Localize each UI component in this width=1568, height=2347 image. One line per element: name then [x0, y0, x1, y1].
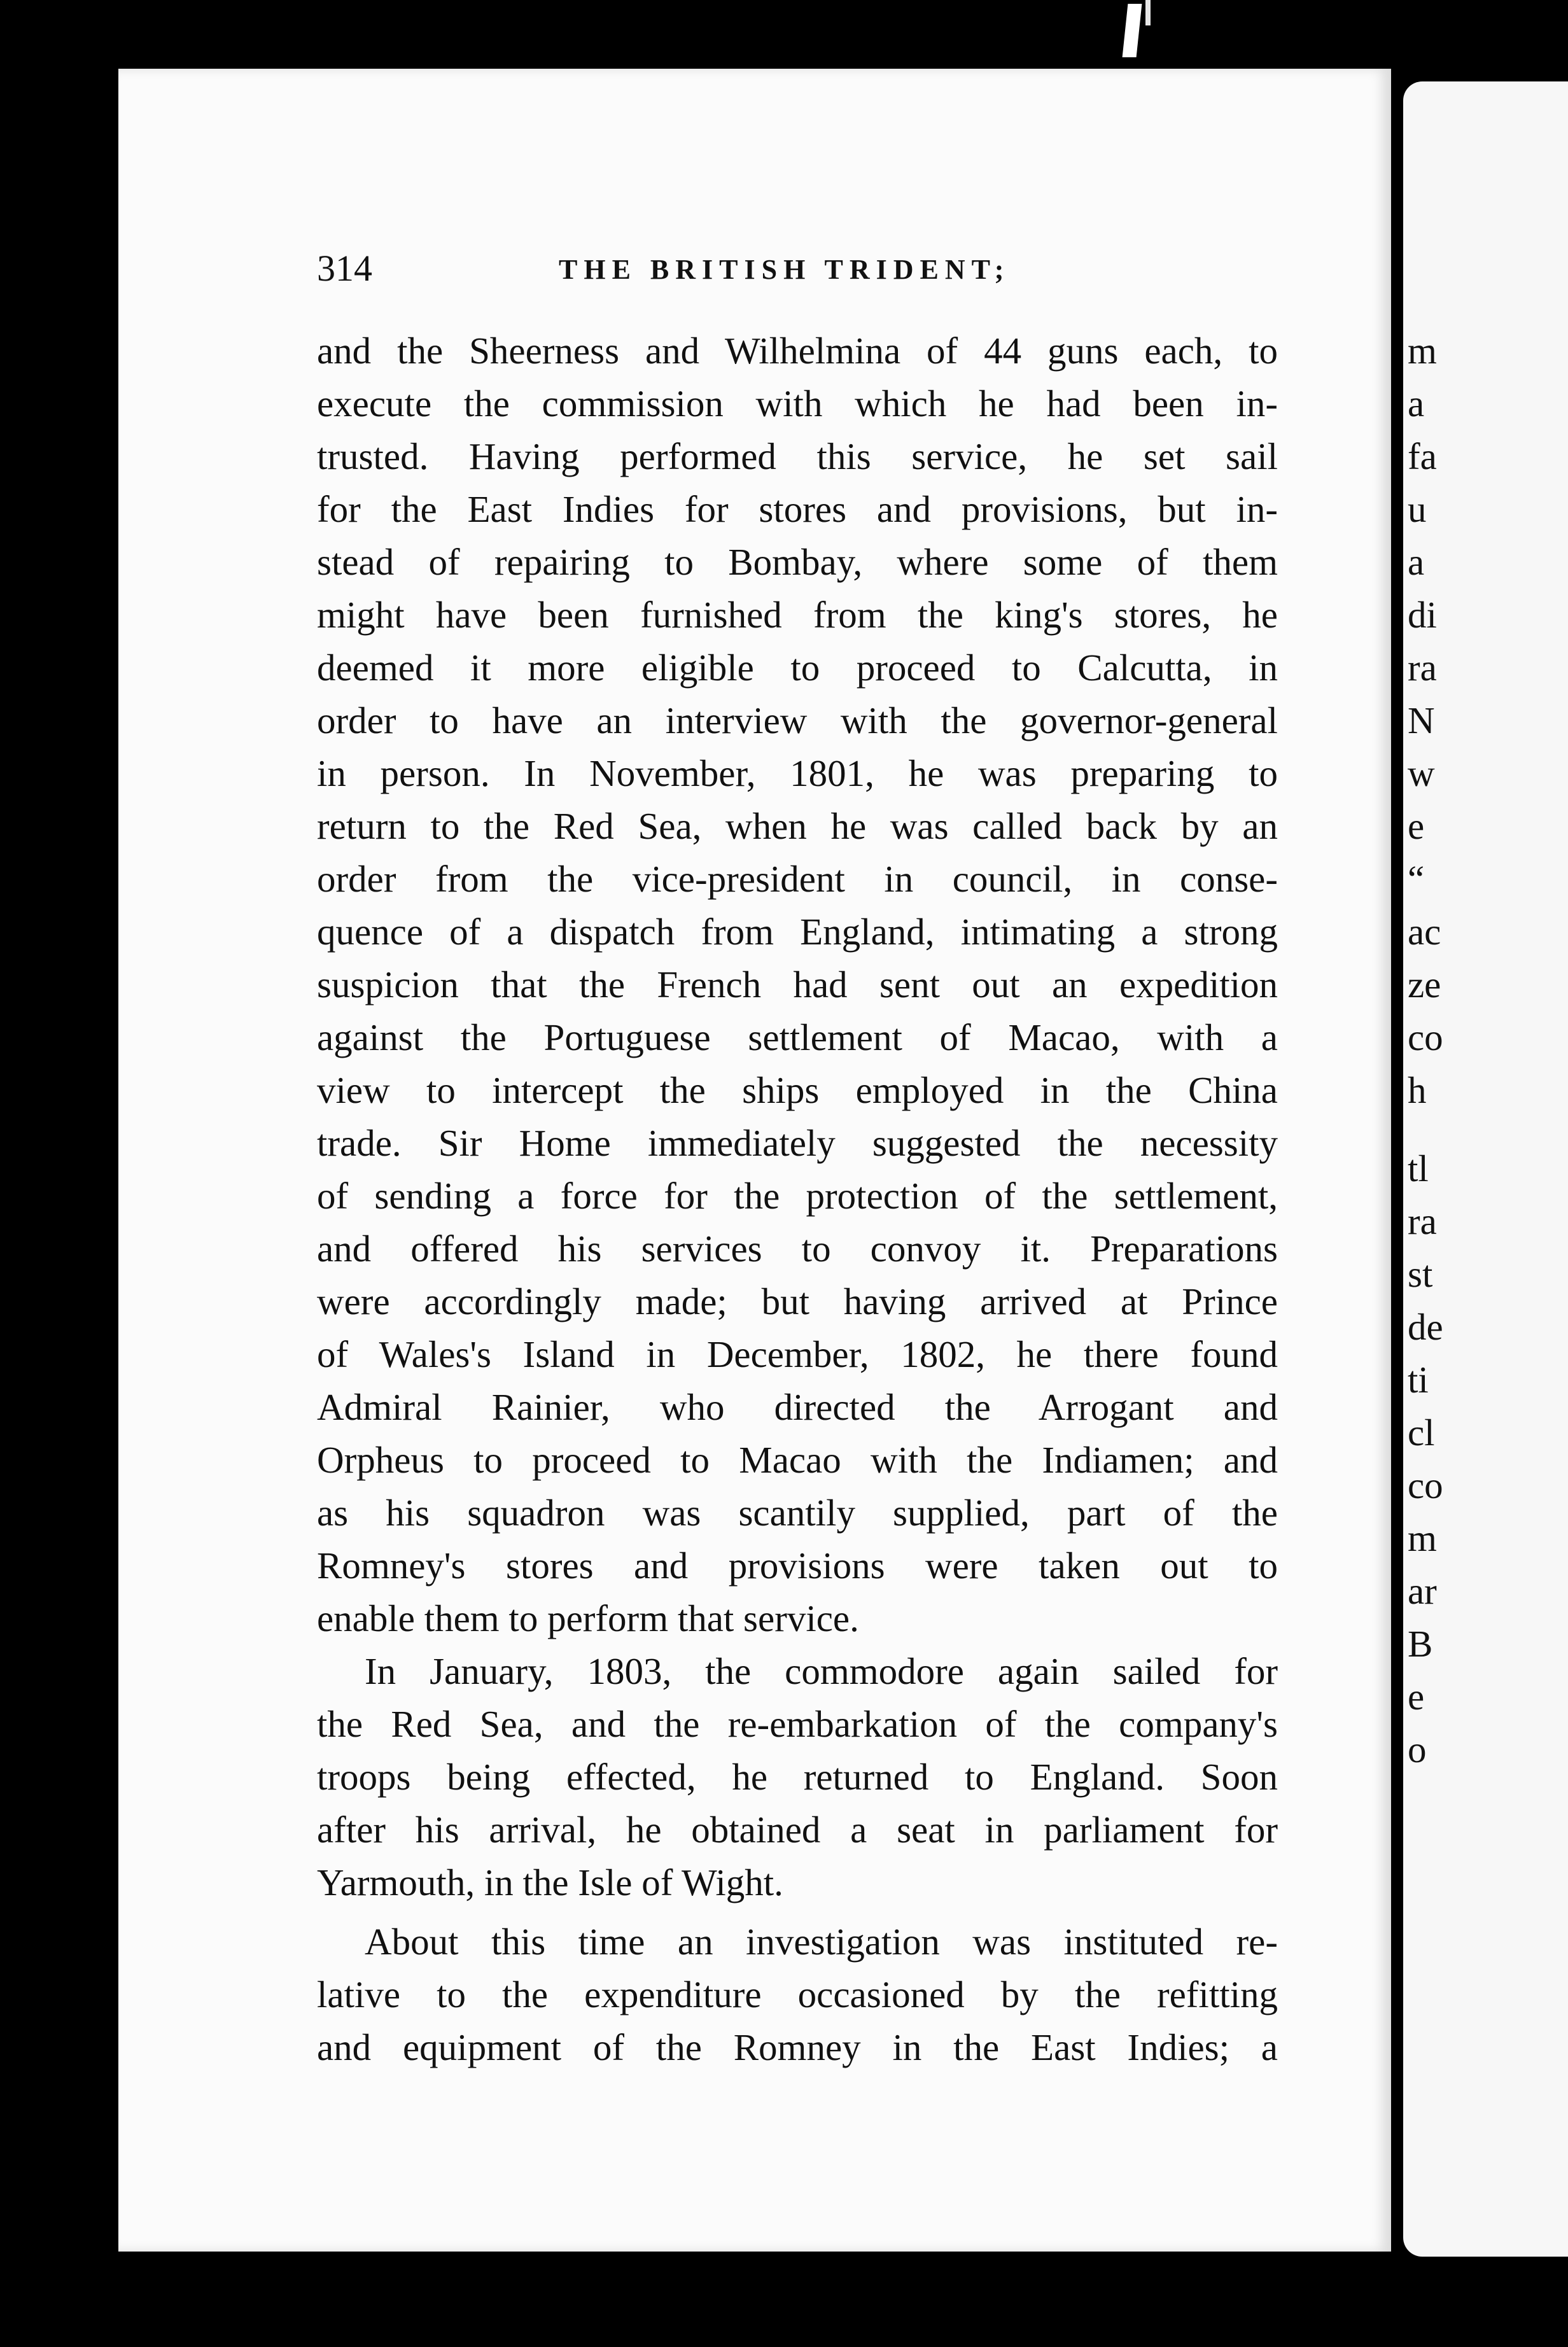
facing-fragment: a	[1408, 541, 1425, 583]
text-line: order from the vice-president in council, in conse-	[317, 858, 1278, 900]
text-line: Admiral Rainier, who directed the Arrogant and	[317, 1386, 1278, 1428]
text-line: trusted. Having performed this service, he set sail	[317, 435, 1278, 477]
text-line: of sending a force for the protection of the settlement,	[317, 1175, 1278, 1217]
text-line: enable them to perform that service.	[317, 1597, 859, 1639]
text-line: stead of repairing to Bombay, where some of them	[317, 541, 1278, 583]
facing-fragment: w	[1408, 752, 1435, 794]
text-line: and the Sheerness and Wilhelmina of 44 guns each, to	[317, 330, 1278, 372]
binding-mark	[1123, 4, 1142, 57]
running-head: THE BRITISH TRIDENT;	[559, 254, 1011, 285]
facing-fragment: a	[1408, 382, 1425, 424]
text-line: Romney's stores and provisions were taken out to	[317, 1545, 1278, 1587]
facing-fragment: u	[1408, 488, 1427, 530]
text-line: the Red Sea, and the re-embarkation of the company's	[317, 1703, 1278, 1745]
facing-fragment: o	[1408, 1728, 1427, 1770]
text-line: and equipment of the Romney in the East Indies; a	[317, 2026, 1278, 2068]
facing-fragment: de	[1408, 1306, 1443, 1348]
text-line: and offered his services to convoy it. Preparations	[317, 1228, 1278, 1270]
facing-fragment: ti	[1408, 1359, 1429, 1401]
text-line: of Wales's Island in December, 1802, he there found	[317, 1333, 1278, 1375]
facing-fragment: co	[1408, 1464, 1443, 1506]
page-header	[317, 247, 1271, 291]
facing-fragment: di	[1408, 594, 1437, 636]
facing-fragment: m	[1408, 1517, 1437, 1559]
text-line: trade. Sir Home immediately suggested the necessity	[317, 1122, 1278, 1164]
facing-fragment: tl	[1408, 1147, 1429, 1189]
facing-fragment: ze	[1408, 963, 1441, 1005]
facing-fragment: co	[1408, 1016, 1443, 1058]
facing-fragment: h	[1408, 1069, 1427, 1111]
text-line: for the East Indies for stores and provisions, but in-	[317, 488, 1278, 530]
text-line: were accordingly made; but having arrived at Prince	[317, 1280, 1278, 1322]
binding-mark-small	[1145, 0, 1151, 25]
facing-fragment: ra	[1408, 647, 1437, 689]
text-line: suspicion that the French had sent out an expedition	[317, 963, 1278, 1005]
text-line: might have been furnished from the king's stores, he	[317, 594, 1278, 636]
text-line: as his squadron was scantily supplied, part of the	[317, 1492, 1278, 1534]
facing-fragment: B	[1408, 1623, 1433, 1665]
facing-fragment: fa	[1408, 435, 1437, 477]
text-line: after his arrival, he obtained a seat in parliament for	[317, 1809, 1278, 1851]
facing-fragment: ac	[1408, 911, 1441, 953]
text-line: execute the commission with which he had been in-	[317, 382, 1278, 424]
text-line: deemed it more eligible to proceed to Calcutta, in	[317, 647, 1278, 689]
text-line: In January, 1803, the commodore again sailed for	[365, 1650, 1278, 1692]
facing-fragment: “	[1408, 858, 1425, 900]
text-line: in person. In November, 1801, he was preparing to	[317, 752, 1278, 794]
facing-fragment: m	[1408, 330, 1437, 372]
facing-fragment: ar	[1408, 1570, 1437, 1612]
text-line: About this time an investigation was instituted re-	[365, 1921, 1278, 1963]
text-line: Orpheus to proceed to Macao with the Indiamen; and	[317, 1439, 1278, 1481]
text-line: quence of a dispatch from England, intimating a strong	[317, 911, 1278, 953]
text-line: Yarmouth, in the Isle of Wight.	[317, 1861, 783, 1903]
facing-fragment: cl	[1408, 1412, 1435, 1454]
facing-fragment: st	[1408, 1253, 1433, 1295]
text-line: view to intercept the ships employed in the China	[317, 1069, 1278, 1111]
text-line: order to have an interview with the governor-general	[317, 699, 1278, 741]
page-number: 314	[317, 248, 372, 289]
text-line: return to the Red Sea, when he was called back by an	[317, 805, 1278, 847]
text-line: lative to the expenditure occasioned by the refitting	[317, 1973, 1278, 2015]
text-line: troops being effected, he returned to England. Soon	[317, 1756, 1278, 1798]
facing-fragment: ra	[1408, 1200, 1437, 1242]
facing-fragment: e	[1408, 1676, 1425, 1718]
facing-fragment: N	[1408, 699, 1435, 741]
facing-page-text	[1408, 325, 1560, 1852]
facing-fragment: e	[1408, 805, 1425, 847]
text-line: against the Portuguese settlement of Macao, with a	[317, 1016, 1278, 1058]
body-text	[317, 325, 1278, 2138]
